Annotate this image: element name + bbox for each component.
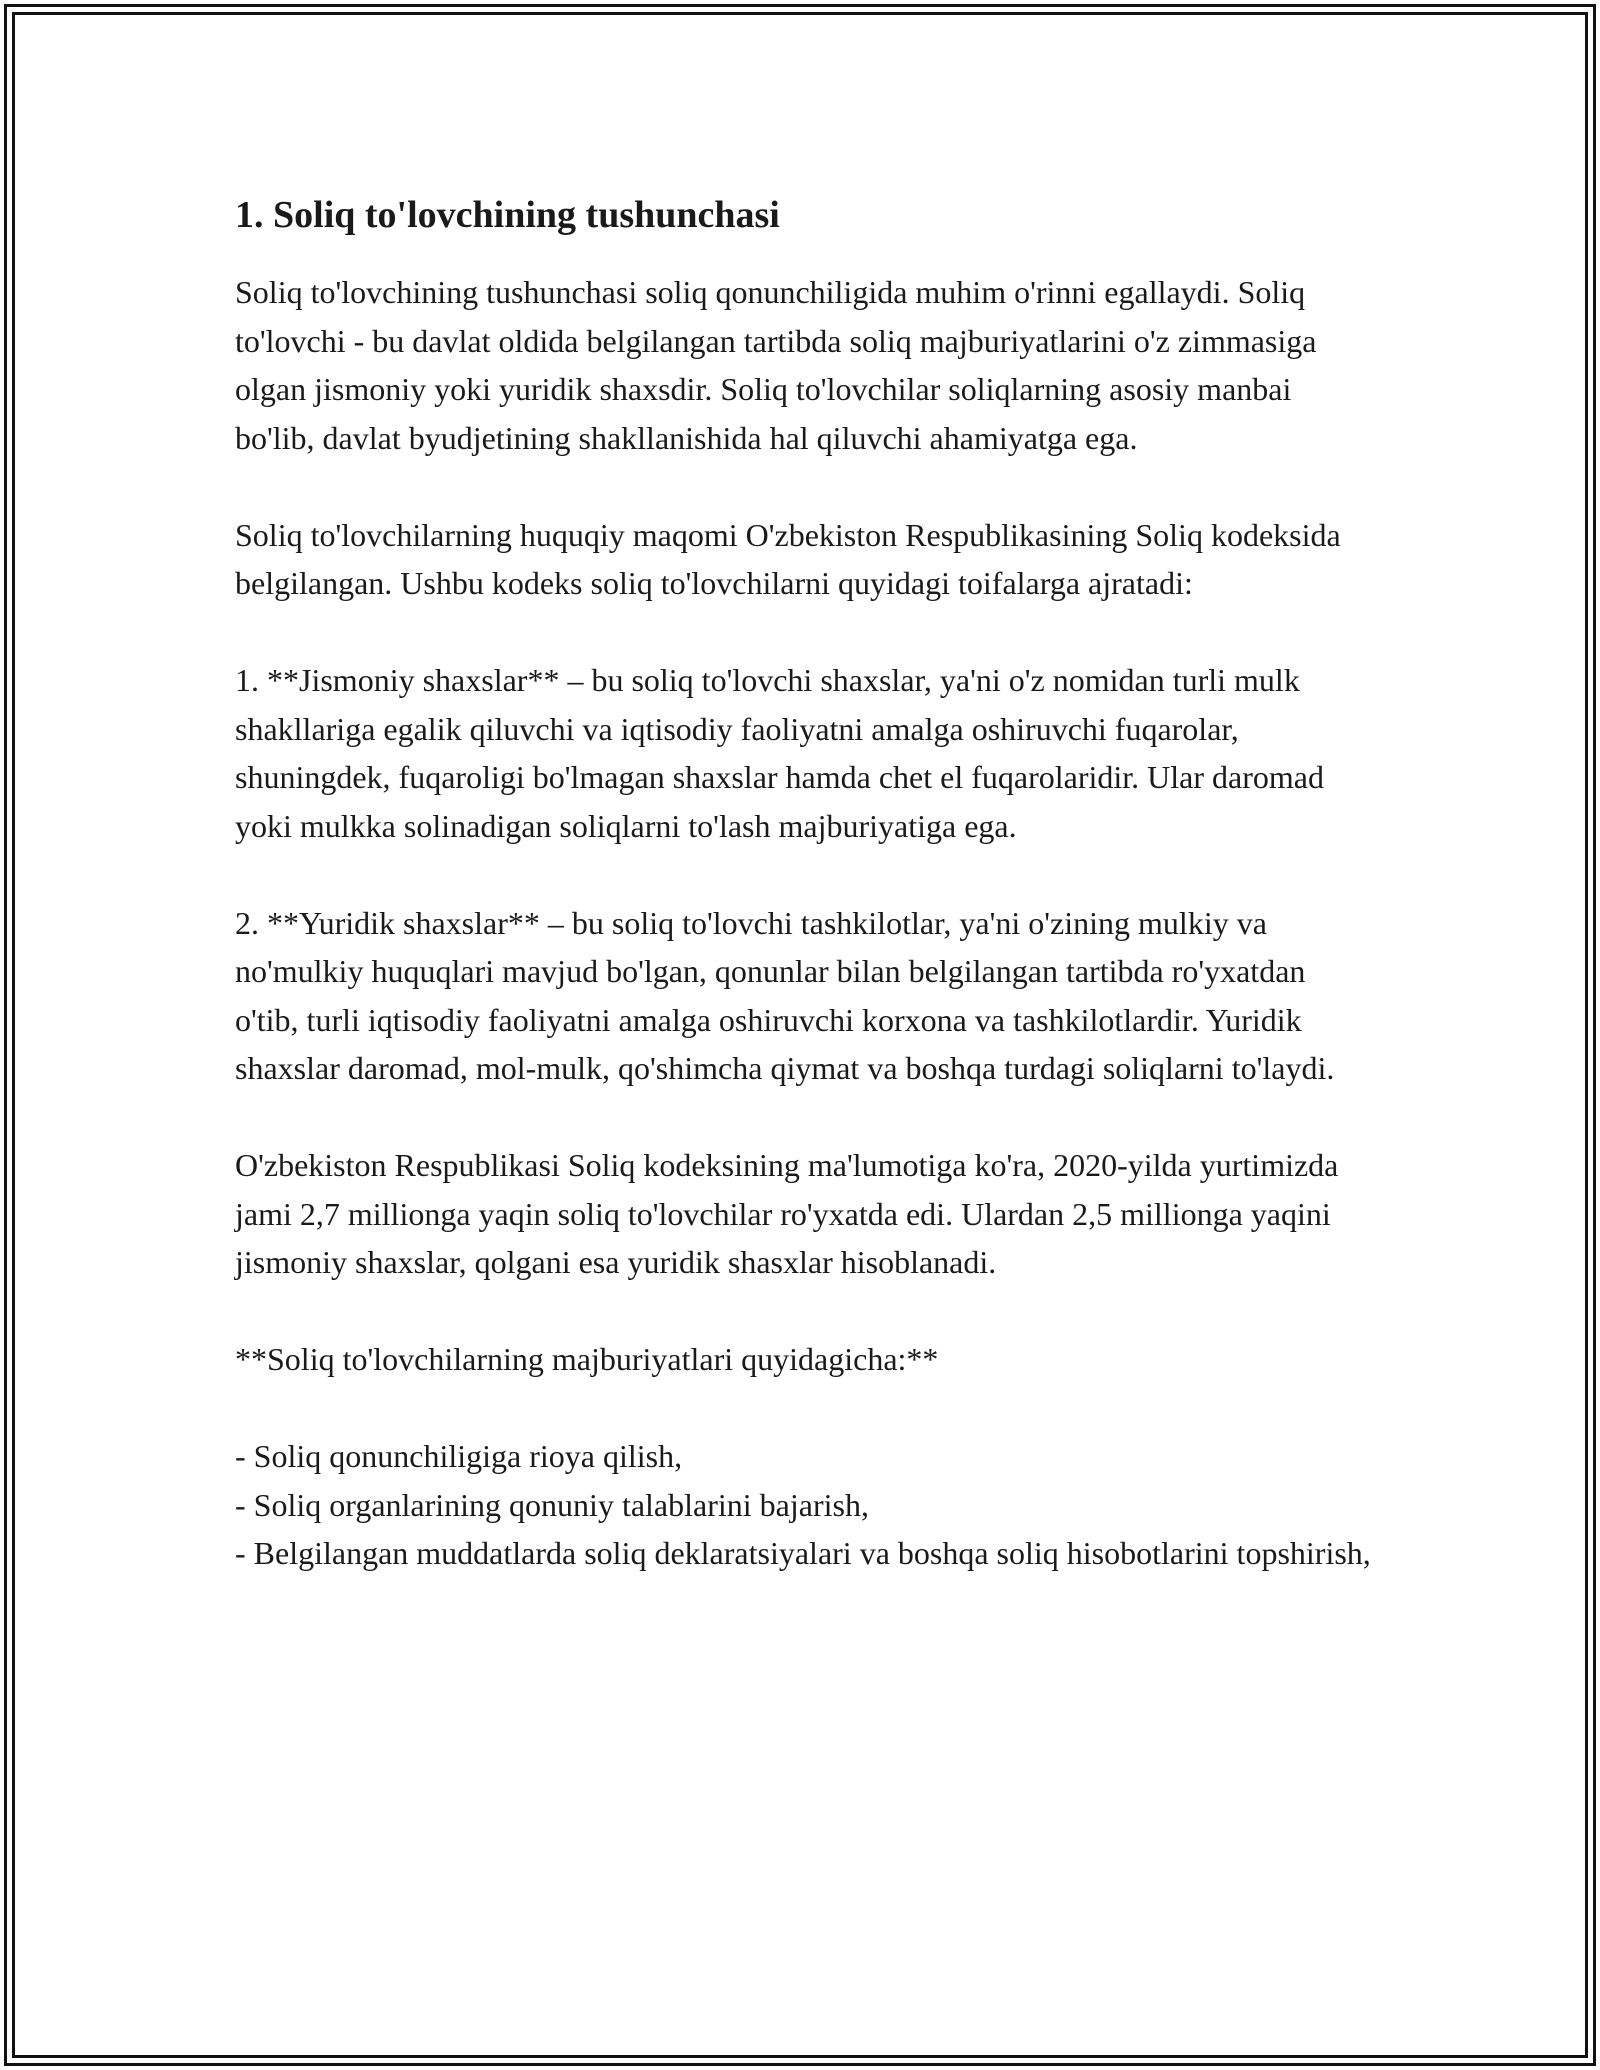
paragraph-statistics: O'zbekiston Respublikasi Soliq kodeksining ma'lumotiga ko'ra, 2020-yilda yurtimizda jami 2,7 millionga yaqin soliq to'lovchilar ro'yxatda edi. Ulardan 2,5 millionga yaqini jismoniy shaxslar, qolgani esa yuridik shasxlar hisoblanadi. xyxy=(235,1147,1339,1280)
document-body xyxy=(235,188,1375,1578)
list-item: - Soliq qonunchiligiga rioya qilish, xyxy=(235,1438,683,1474)
paragraph-individuals: 1. **Jismoniy shaxslar** – bu soliq to'lovchi shaxslar, ya'ni o'z nomidan turli mulk shakllariga egalik qiluvchi va iqtisodiy faoliyatni amalga oshiruvchi fuqarolar, shuningdek, fuqaroligi bo'lmagan shaxslar hamda chet el fuqarolaridir. Ular daromad yoki mulkka solinadigan soliqlarni to'lash majburiyatiga ega. xyxy=(235,662,1324,844)
obligations-list xyxy=(235,1432,1375,1578)
page-title: 1. Soliq to'lovchining tushunchasi xyxy=(235,194,780,236)
list-item: - Belgilangan muddatlarda soliq deklaratsiyalari va boshqa soliq hisobotlarini topshirish, xyxy=(235,1535,1371,1571)
paragraph-intro: Soliq to'lovchining tushunchasi soliq qonunchiligida muhim o'rinni egallaydi. Soliq to'lovchi - bu davlat oldida belgilangan tartibda soliq majburiyatlarini o'z zimmasiga olgan jismoniy yoki yuridik shaxsdir. Soliq to'lovchilar soliqlarning asosiy manbai bo'lib, davlat byudjetining shakllanishida hal qiluvchi ahamiyatga ega. xyxy=(235,274,1317,456)
paragraph-obligations-heading: **Soliq to'lovchilarning majburiyatlari quyidagicha:** xyxy=(235,1341,939,1377)
paragraph-legal-entities: 2. **Yuridik shaxslar** – bu soliq to'lovchi tashkilotlar, ya'ni o'zining mulkiy va no'mulkiy huquqlari mavjud bo'lgan, qonunlar bilan belgilangan tartibda ro'yxatdan o'tib, turli iqtisodiy faoliyatni amalga oshiruvchi korxona va tashkilotlardir. Yuridik shaxslar daromad, mol-mulk, qo'shimcha qiymat va boshqa turdagi soliqlarni to'laydi. xyxy=(235,904,1335,1086)
paragraph-legal-status: Soliq to'lovchilarning huquqiy maqomi O'zbekiston Respublikasining Soliq kodeksida belgilangan. Ushbu kodeks soliq to'lovchilarni quyidagi toifalarga ajratadi: xyxy=(235,516,1341,601)
list-item: - Soliq organlarining qonuniy talablarini bajarish, xyxy=(235,1486,869,1523)
